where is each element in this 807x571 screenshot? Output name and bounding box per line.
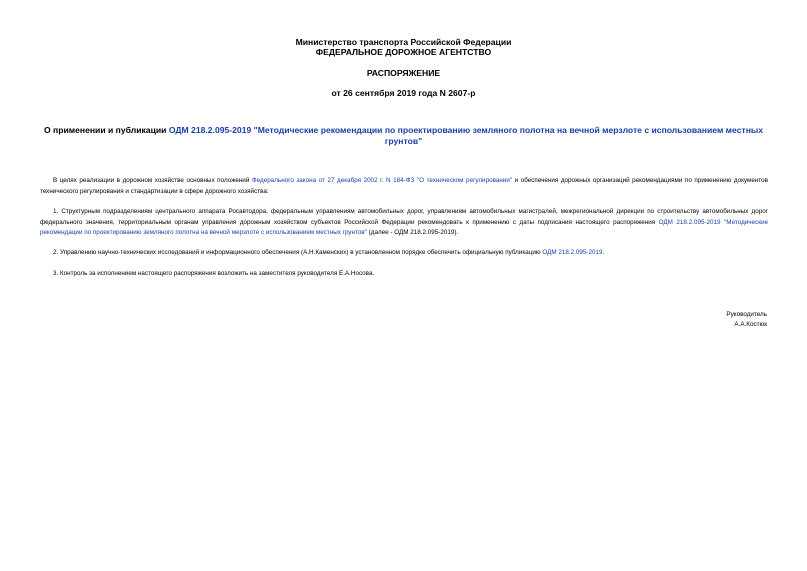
signatory-role: Руководитель xyxy=(726,311,767,318)
ministry-name: Министерство транспорта Российской Федерации xyxy=(295,37,512,47)
title-prefix: О применении и публикации xyxy=(43,125,169,135)
signatory-name: А.А.Костюк xyxy=(734,321,767,328)
item-2-paragraph xyxy=(40,248,768,259)
title-link[interactable]: ОДМ 218.2.095-2019 "Методические рекомендации по проектированию земляного полотна на вечной мерзлоте с использованием местных грунтов" xyxy=(168,125,764,146)
item-3-paragraph: 3. Контроль за исполнением настоящего распоряжения возложить на заместителя руководителя Е.А.Носова. xyxy=(53,270,375,277)
intro-text-before: В целях реализации в дорожном хозяйстве основных положений xyxy=(53,177,252,184)
item-1-text-before: 1. Структурным подразделениям центрального аппарата Росавтодора, федеральным управлениям автомобильных дорог, управлениям автомобильных магистралей, межрегиональной дирекции по строительству автомобильных дорог федерального значения, территориальным органам управления дорожным хозяйством субъектов Российской Федерации рекомендовать к применению с даты подписания настоящего распоряжения xyxy=(40,208,768,226)
document-type: РАСПОРЯЖЕНИЕ xyxy=(366,68,441,78)
intro-paragraph xyxy=(40,176,768,197)
document-date: от 26 сентября 2019 года N 2607-р xyxy=(331,88,476,98)
agency-name: ФЕДЕРАЛЬНОЕ ДОРОЖНОЕ АГЕНТСТВО xyxy=(315,47,492,57)
intro-text-after: и обеспечения дорожных организаций рекомендациями по применению документов технического регулирования и стандартизации в сфере дорожного хозяйства: xyxy=(40,177,768,195)
federal-law-link[interactable]: Федерального закона от 27 декабря 2002 г. N 184-ФЗ "О техническом регулировании" xyxy=(251,177,513,184)
item-1-paragraph xyxy=(40,207,768,239)
item-1-text-after: (далее - ОДМ 218.2.095-2019). xyxy=(366,229,459,236)
item-2-text-before: 2. Управлению научно-технических исследований и информационного обеспечения (А.Н.Каменских) в установленном порядке обеспечить официальную публикацию xyxy=(53,249,543,256)
odm-full-link[interactable]: ОДМ 218.2.095-2019 "Методические рекомендации по проектированию земляного полотна на вечной мерзлоте с использованием местных грунтов" xyxy=(40,218,768,236)
document-title xyxy=(40,125,767,147)
odm-short-link[interactable]: ОДМ 218.2.095-2019 xyxy=(542,249,603,256)
item-2-text-after: . xyxy=(602,249,605,256)
